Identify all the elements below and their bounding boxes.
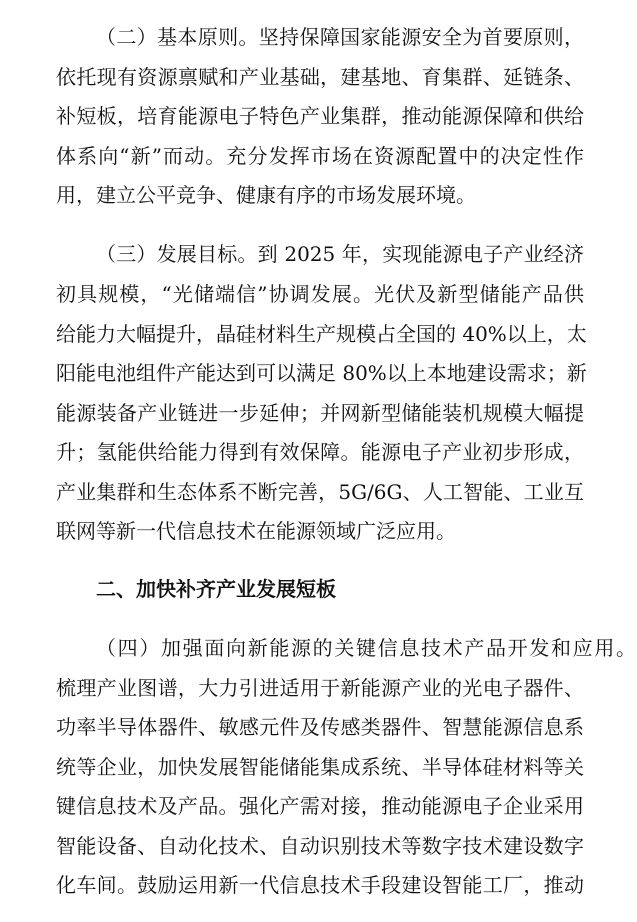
paragraph-line: 能源装备产业链进一步延伸；并网新型储能装机规模大幅提 [56,401,584,425]
paragraph-line: 升；氢能供给能力得到有效保障。能源电子产业初步形成， [56,440,584,464]
paragraph-line: 补短板，培育能源电子特色产业集群，推动能源保障和供给 [56,104,584,128]
paragraph-line: 功率半导体器件、敏感元件及传感类器件、智慧能源信息系 [56,715,584,739]
paragraph-line: 智能设备、自动化技术、自动识别技术等数字技术建设数字 [56,834,584,858]
section-heading: 二、加快补齐产业发展短板 [96,577,336,601]
paragraph-line: 阳能电池组件产能达到可以满足 80%以上本地建设需求；新 [56,361,587,385]
paragraph-line: 键信息技术及产品。强化产需对接，推动能源电子企业采用 [56,794,584,818]
paragraph-line: 用，建立公平竞争、健康有序的市场发展环境。 [56,183,476,207]
paragraph-line: 初具规模，“光储端信”协调发展。光伏及新型储能产品供 [56,282,584,306]
paragraph-line: 给能力大幅提升，晶硅材料生产规模占全国的 40%以上，太 [56,322,587,346]
paragraph-line: 体系向“新”而动。充分发挥市场在资源配置中的决定性作 [56,144,584,168]
paragraph-line: 化车间。鼓励运用新一代信息技术手段建设智能工厂，推动 [56,873,584,897]
paragraph-line: （二）基本原则。坚持保障国家能源安全为首要原则， [96,25,584,49]
paragraph-line: 联网等新一代信息技术在能源领域广泛应用。 [56,519,456,543]
paragraph-line: （四）加强面向新能源的关键信息技术产品开发和应用。 [96,636,636,660]
paragraph-line: 梳理产业图谱，大力引进适用于新能源产业的光电子器件、 [56,676,584,700]
paragraph-line: 统等企业，加快发展智能储能集成系统、半导体硅材料等关 [56,755,584,779]
paragraph-line: 产业集群和生态体系不断完善，5G/6G、人工智能、工业互 [56,480,584,504]
paragraph-line: 依托现有资源禀赋和产业基础，建基地、育集群、延链条、 [56,65,584,89]
paragraph-line: （三）发展目标。到 2025 年，实现能源电子产业经济 [96,242,584,266]
